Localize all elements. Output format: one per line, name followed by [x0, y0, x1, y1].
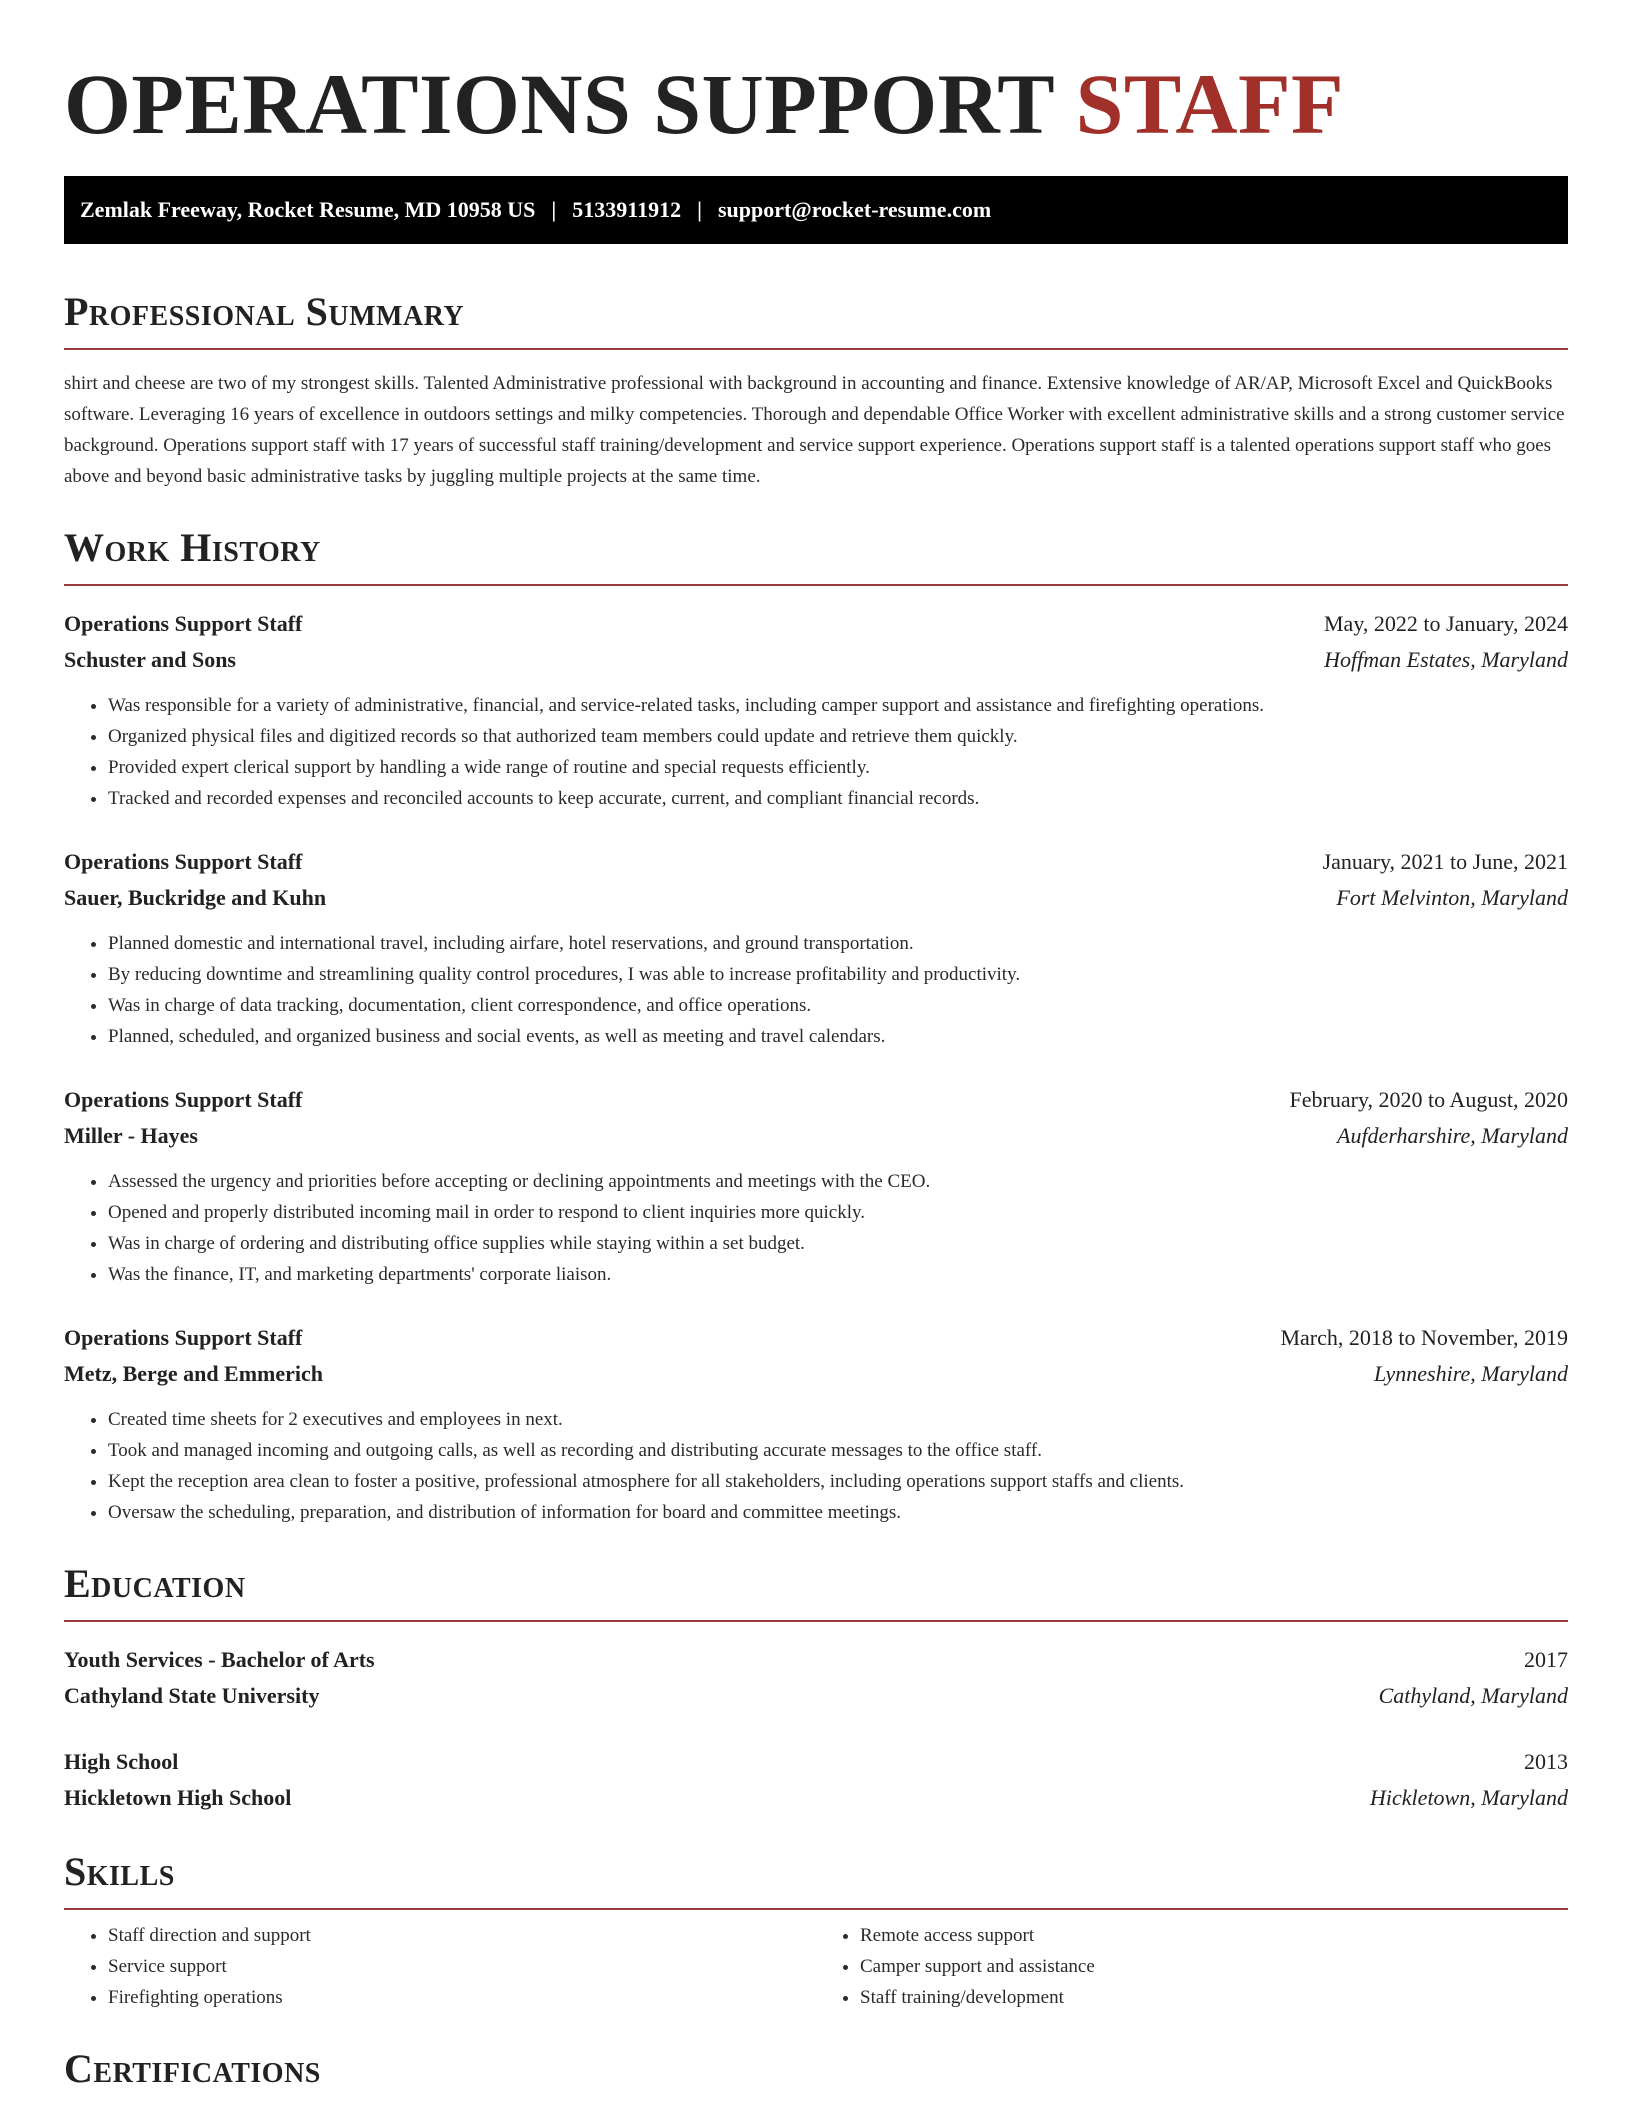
education-year: 2013 — [1524, 1749, 1568, 1774]
education-degree: High School — [64, 1749, 179, 1774]
section-divider — [64, 1908, 1568, 1910]
contact-phone: 5133911912 — [572, 197, 682, 222]
education-location: Cathyland, Maryland — [1378, 1683, 1568, 1708]
job-company: Sauer, Buckridge and Kuhn — [64, 885, 327, 910]
summary-section — [64, 284, 1568, 492]
education-school: Cathyland State University — [64, 1683, 320, 1708]
contact-separator: | — [697, 197, 702, 222]
education-school: Hickletown High School — [64, 1785, 292, 1810]
section-divider — [64, 584, 1568, 586]
skills-section — [64, 1844, 1568, 2013]
education-year: 2017 — [1524, 1647, 1568, 1672]
skill-item: • Firefighting operations — [108, 1982, 816, 2013]
job-company: Miller - Hayes — [64, 1123, 198, 1148]
job-bullets — [64, 928, 1568, 1052]
work-history-title: Work History — [64, 525, 321, 570]
skill-item: • Staff training/development — [860, 1982, 1568, 2013]
skills-grid — [64, 1920, 1568, 2013]
job-bullets — [64, 1166, 1568, 1290]
job-position: Operations Support Staff — [64, 611, 303, 636]
job-company: Metz, Berge and Emmerich — [64, 1361, 324, 1386]
section-divider — [64, 348, 1568, 350]
job-entry — [64, 606, 1568, 814]
skill-item: • Camper support and assistance — [860, 1951, 1568, 1982]
job-bullet: • Opened and properly distributed incoming mail in order to respond to client inquiries more quickly. — [108, 1197, 1568, 1228]
education-entry — [64, 1744, 1568, 1816]
summary-title: Professional Summary — [64, 289, 465, 334]
job-location: Lynneshire, Maryland — [1373, 1361, 1568, 1386]
education-section — [64, 1556, 1568, 1816]
job-bullets — [64, 690, 1568, 814]
contact-email: support@rocket-resume.com — [717, 197, 992, 222]
job-bullet: • Planned domestic and international travel, including airfare, hotel reservations, and ground transportation. — [108, 928, 1568, 959]
name-accent: STAFF — [1075, 56, 1345, 152]
job-location: Hoffman Estates, Maryland — [1324, 647, 1568, 672]
skills-title: Skills — [64, 1849, 175, 1894]
contact-separator: | — [551, 197, 557, 222]
education-entry — [64, 1642, 1568, 1714]
job-bullet: • Assessed the urgency and priorities before accepting or declining appointments and meetings with the CEO. — [108, 1166, 1568, 1197]
education-title: Education — [64, 1561, 246, 1606]
job-bullet: • Was in charge of data tracking, documentation, client correspondence, and office operations. — [108, 990, 1568, 1021]
job-bullet: • Tracked and recorded expenses and reconciled accounts to keep accurate, current, and compliant financial records. — [108, 783, 1568, 814]
job-entry — [64, 844, 1568, 1052]
name-main: OPERATIONS SUPPORT — [64, 56, 1054, 152]
job-dates: March, 2018 to November, 2019 — [1280, 1325, 1568, 1350]
summary-text: shirt and cheese are two of my strongest skills. Talented Administrative professional with background in accounting and finance. Extensive knowledge of AR/AP, Microsoft Excel and QuickBooks software. Leveraging 16 years of excellence in outdoors settings and milky competencies. Thorough and dependable Office Worker with excellent administrative skills and a strong customer service background. Operations support staff with 17 years of successful staff training/development and service support experience. Operations support staff is a talented operations support staff who goes above and beyond basic administrative tasks by juggling multiple projects at the same time. — [64, 373, 1565, 487]
job-entry — [64, 1082, 1568, 1290]
job-position: Operations Support Staff — [64, 1087, 303, 1112]
job-bullet: • Took and managed incoming and outgoing calls, as well as recording and distributing accurate messages to the office staff. — [108, 1435, 1568, 1466]
work-history-section — [64, 520, 1568, 1528]
certifications-section — [64, 2041, 1568, 2097]
job-company: Schuster and Sons — [64, 647, 236, 672]
skill-item: • Staff direction and support — [108, 1920, 816, 1951]
job-bullet: • Was in charge of ordering and distributing office supplies while staying within a set budget. — [108, 1228, 1568, 1259]
job-bullet: • Was the finance, IT, and marketing departments' corporate liaison. — [108, 1259, 1568, 1290]
job-bullet: • By reducing downtime and streamlining quality control procedures, I was able to increase profitability and productivity. — [108, 959, 1568, 990]
job-bullet: • Organized physical files and digitized records so that authorized team members could update and retrieve them quickly. — [108, 721, 1568, 752]
education-degree: Youth Services - Bachelor of Arts — [64, 1647, 375, 1672]
job-bullet: • Created time sheets for 2 executives and employees in next. — [108, 1404, 1568, 1435]
job-dates: May, 2022 to January, 2024 — [1324, 611, 1568, 636]
contact-address: Zemlak Freeway, Rocket Resume, MD 10958 US — [80, 197, 536, 222]
skills-column-left — [64, 1920, 816, 2013]
job-entry — [64, 1320, 1568, 1528]
job-bullet: • Planned, scheduled, and organized business and social events, as well as meeting and travel calendars. — [108, 1021, 1568, 1052]
skills-column-right — [816, 1920, 1568, 2013]
certifications-title: Certifications — [64, 2046, 321, 2091]
job-bullet: • Kept the reception area clean to foster a positive, professional atmosphere for all stakeholders, including operations support staffs and clients. — [108, 1466, 1568, 1497]
skill-item: • Remote access support — [860, 1920, 1568, 1951]
education-location: Hickletown, Maryland — [1370, 1785, 1568, 1810]
job-position: Operations Support Staff — [64, 849, 303, 874]
contact-bar — [64, 176, 1568, 244]
job-location: Aufderharshire, Maryland — [1337, 1123, 1568, 1148]
skill-item: • Service support — [108, 1951, 816, 1982]
section-divider — [64, 1620, 1568, 1622]
job-position: Operations Support Staff — [64, 1325, 303, 1350]
job-bullet: • Was responsible for a variety of administrative, financial, and service-related tasks, including camper support and assistance and firefighting operations. — [108, 690, 1568, 721]
job-bullets — [64, 1404, 1568, 1528]
resume-name-heading — [64, 52, 1568, 156]
job-location: Fort Melvinton, Maryland — [1336, 885, 1568, 910]
job-dates: January, 2021 to June, 2021 — [1322, 849, 1568, 874]
job-bullet: • Provided expert clerical support by handling a wide range of routine and special requests efficiently. — [108, 752, 1568, 783]
job-dates: February, 2020 to August, 2020 — [1289, 1087, 1568, 1112]
job-bullet: • Oversaw the scheduling, preparation, and distribution of information for board and committee meetings. — [108, 1497, 1568, 1528]
